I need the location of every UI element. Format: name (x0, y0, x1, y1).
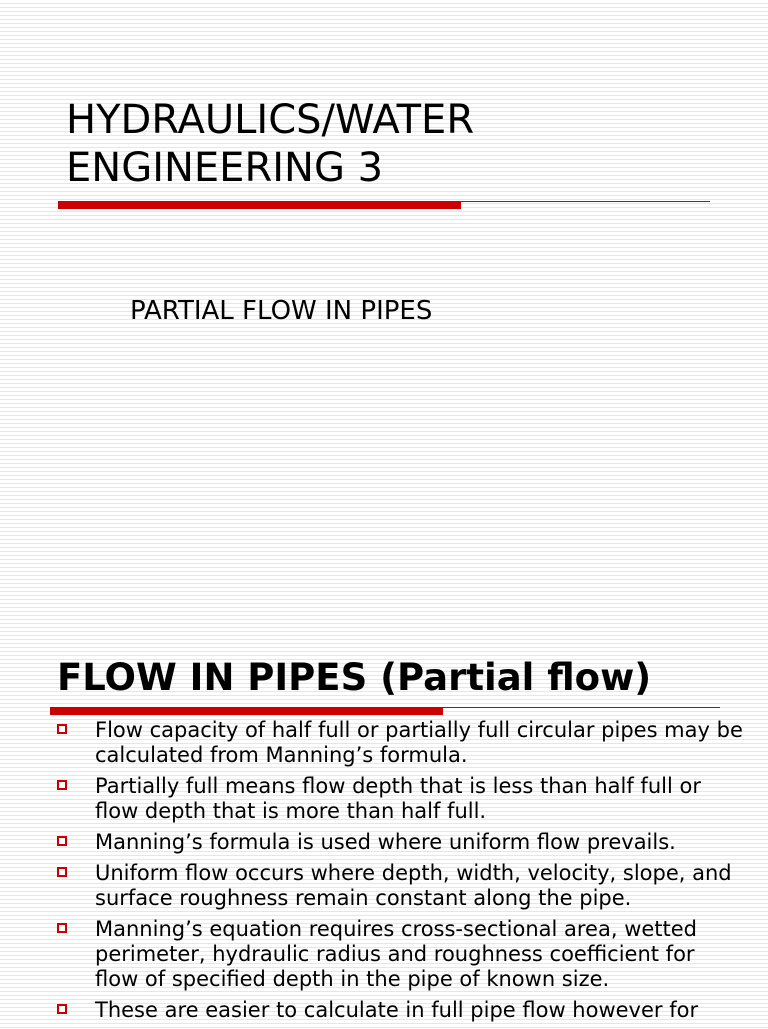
slide-title (66, 96, 474, 192)
content-slide (0, 640, 768, 1024)
bullet-item (54, 917, 744, 992)
slide-subtitle: PARTIAL FLOW IN PIPES (130, 296, 433, 326)
bullet-item (54, 718, 744, 768)
bullet-text: These are easier to calculate in full pipe flow however for (95, 998, 699, 1022)
slide-title-line-1: HYDRAULICS/WATER (66, 97, 475, 143)
bullet-text: Flow capacity of half full or partially full circular pipes may be calculated from Manning’s formula. (95, 718, 743, 767)
bullet-text: Manning’s formula is used where uniform flow prevails. (95, 830, 676, 854)
bullet-text: Partially full means flow depth that is less than half full or flow depth that is more than half full. (95, 774, 701, 823)
bullet-item (54, 998, 744, 1023)
hollow-square-bullet-icon (57, 836, 67, 846)
bullet-text: Uniform flow occurs where depth, width, velocity, slope, and surface roughness remain constant along the pipe. (95, 861, 732, 910)
bullet-list (54, 718, 744, 1029)
content-slide-title: FLOW IN PIPES (Partial flow) (57, 656, 652, 699)
hollow-square-bullet-icon (57, 724, 67, 734)
bullet-item (54, 861, 744, 911)
hollow-square-bullet-icon (57, 867, 67, 877)
slide-title-line-2: ENGINEERING 3 (66, 145, 384, 191)
title-divider-thick (58, 201, 461, 209)
hollow-square-bullet-icon (57, 1004, 67, 1014)
bullet-item (54, 830, 744, 855)
bullet-item (54, 774, 744, 824)
hollow-square-bullet-icon (57, 923, 67, 933)
bullet-text: Manning’s equation requires cross-sectional area, wetted perimeter, hydraulic radius and roughness coefficient for flow of specified depth in the pipe of known size. (95, 917, 698, 991)
content-divider-thick (50, 707, 443, 715)
hollow-square-bullet-icon (57, 780, 67, 790)
